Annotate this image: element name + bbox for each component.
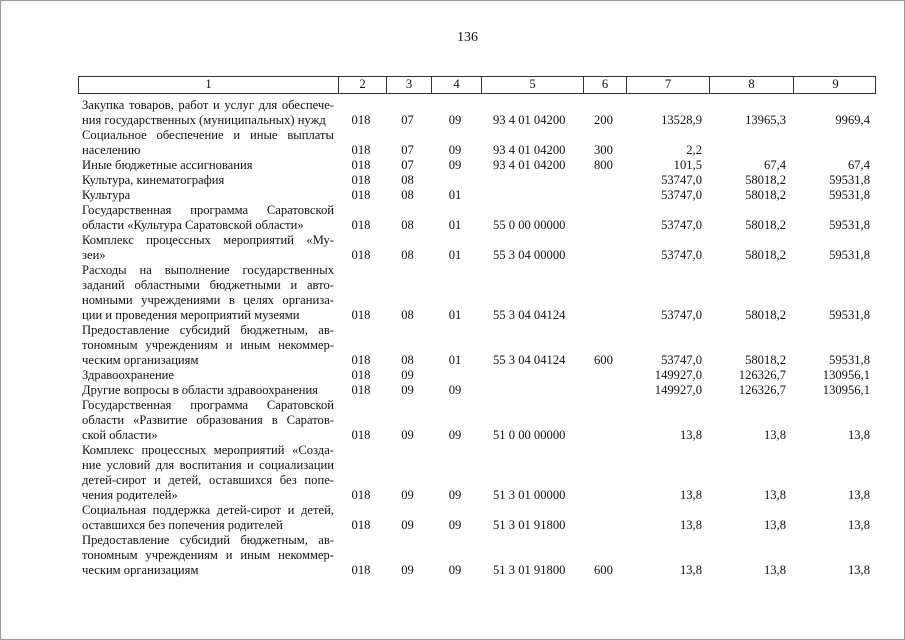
subsection-code: 09: [448, 113, 462, 127]
amount-year-3: 9969,4: [835, 113, 870, 127]
ministry-code: 018: [351, 158, 371, 172]
section-code: 08: [401, 173, 414, 187]
subsection-code: 09: [448, 143, 462, 157]
target-article-code: 55 3 04 00000: [493, 248, 566, 262]
row-description: [78, 383, 337, 398]
amount-year-2: 58018,2: [745, 353, 786, 367]
table-row: [78, 158, 876, 173]
description-line: Предоставление субсидий бюджетным, ав-: [82, 533, 334, 547]
description-line: Другие вопросы в области здравоохранения: [82, 383, 318, 397]
ministry-code: 018: [351, 563, 371, 577]
amount-year-1: 149927,0: [654, 383, 702, 397]
target-article-code: 51 3 01 91800: [493, 518, 566, 532]
row-description: [78, 398, 337, 443]
description-line: ции и проведения мероприятий музеями: [82, 308, 300, 322]
subsection-code: 01: [448, 248, 462, 262]
table-row: [78, 383, 876, 398]
table-row: [78, 533, 876, 578]
target-article-code: 93 4 01 04200: [493, 113, 566, 127]
table-row: [78, 233, 876, 263]
amount-year-3: 59531,8: [829, 218, 870, 232]
ministry-code: 018: [351, 188, 371, 202]
subsection-code: 09: [448, 383, 462, 397]
ministry-code: 018: [351, 173, 371, 187]
amount-year-1: 13,8: [679, 428, 702, 442]
header-col-1: 1: [205, 77, 212, 91]
amount-year-2: 58018,2: [745, 188, 786, 202]
description-line: Государственная программа Саратовской: [82, 203, 334, 217]
table-row: [78, 398, 876, 443]
amount-year-3: 59531,8: [829, 188, 870, 202]
header-col-9: 9: [793, 77, 877, 93]
table-row: [78, 203, 876, 233]
description-line: Культура, кинематография: [82, 173, 225, 187]
row-description: [78, 533, 337, 578]
amount-year-1: 53747,0: [661, 188, 702, 202]
ministry-code: 018: [351, 248, 371, 262]
description-line: тономным учреждениям и иным некоммер-: [82, 548, 334, 562]
description-line: чения родителей»: [82, 488, 178, 502]
row-description: [78, 233, 337, 263]
amount-year-2: 58018,2: [745, 218, 786, 232]
table-row: [78, 503, 876, 533]
amount-year-2: 126326,7: [738, 383, 786, 397]
section-code: 08: [401, 248, 414, 262]
section-code: 09: [401, 428, 414, 442]
subsection-code: 09: [448, 428, 462, 442]
description-line: Иные бюджетные ассигнования: [82, 158, 253, 172]
section-code: 08: [401, 188, 414, 202]
target-article-code: 55 3 04 04124: [493, 353, 566, 367]
section-code: 08: [401, 308, 414, 322]
table-header-row: [78, 76, 876, 94]
description-line: ние условий для воспитания и социализации: [82, 458, 334, 472]
amount-year-2: 13,8: [763, 563, 786, 577]
section-code: 08: [401, 353, 414, 367]
expense-type-code: 300: [594, 143, 613, 157]
section-code: 07: [401, 158, 414, 172]
ministry-code: 018: [351, 113, 371, 127]
section-code: 09: [401, 563, 414, 577]
description-line: Расходы на выполнение государственных: [82, 263, 334, 277]
row-description: [78, 158, 337, 173]
amount-year-2: 126326,7: [738, 368, 786, 382]
description-line: тономным учреждениям и иным некоммер-: [82, 338, 334, 352]
table-row: [78, 128, 876, 158]
description-line: Государственная программа Саратовской: [82, 398, 334, 412]
subsection-code: 09: [448, 158, 462, 172]
target-article-code: 51 3 01 91800: [493, 563, 566, 577]
header-col-3: 3: [386, 77, 431, 93]
description-line: ской области»: [82, 428, 158, 442]
description-line: Социальная поддержка детей-сирот и детей,: [82, 503, 334, 517]
row-description: [78, 98, 337, 128]
description-line: Социальное обеспечение и иные выплаты: [82, 128, 334, 142]
target-article-code: 93 4 01 04200: [493, 158, 566, 172]
amount-year-2: 13,8: [763, 518, 786, 532]
description-line: населению: [82, 143, 141, 157]
amount-year-3: 67,4: [847, 158, 870, 172]
amount-year-1: 101,5: [673, 158, 702, 172]
description-line: заданий областными бюджетными и авто-: [82, 278, 334, 292]
budget-table: [78, 76, 876, 578]
header-col-4: 4: [431, 77, 481, 93]
section-code: 07: [401, 143, 414, 157]
subsection-code: 09: [448, 563, 462, 577]
amount-year-1: 2,2: [686, 143, 702, 157]
amount-year-2: 13,8: [763, 428, 786, 442]
amount-year-2: 58018,2: [745, 308, 786, 322]
amount-year-1: 53747,0: [661, 248, 702, 262]
target-article-code: 93 4 01 04200: [493, 143, 566, 157]
amount-year-3: 13,8: [847, 563, 870, 577]
row-description: [78, 323, 337, 368]
description-line: области «Культура Саратовской области»: [82, 218, 304, 232]
description-line: оставшихся без попечения родителей: [82, 518, 283, 532]
expense-type-code: 600: [594, 563, 613, 577]
target-article-code: 55 0 00 00000: [493, 218, 566, 232]
target-article-code: 51 0 00 00000: [493, 428, 566, 442]
amount-year-2: 58018,2: [745, 173, 786, 187]
amount-year-2: 13,8: [763, 488, 786, 502]
amount-year-2: 67,4: [763, 158, 786, 172]
expense-type-code: 200: [594, 113, 613, 127]
amount-year-1: 53747,0: [661, 173, 702, 187]
ministry-code: 018: [351, 368, 371, 382]
description-line: Комплекс процессных мероприятий «Му-: [82, 233, 334, 247]
table-row: [78, 323, 876, 368]
section-code: 09: [401, 368, 414, 382]
description-line: ческим организациям: [82, 353, 199, 367]
description-line: Комплекс процессных мероприятий «Созда-: [82, 443, 334, 457]
amount-year-1: 149927,0: [654, 368, 702, 382]
section-code: 09: [401, 518, 414, 532]
table-row: [78, 188, 876, 203]
header-col-7: 7: [626, 77, 709, 93]
amount-year-3: 13,8: [847, 518, 870, 532]
amount-year-1: 13,8: [679, 518, 702, 532]
row-description: [78, 128, 337, 158]
table-row: [78, 98, 876, 128]
section-code: 09: [401, 488, 414, 502]
row-description: [78, 443, 337, 503]
amount-year-1: 13,8: [679, 563, 702, 577]
header-col-2: 2: [338, 77, 386, 93]
table-row: [78, 173, 876, 188]
ministry-code: 018: [351, 383, 371, 397]
amount-year-3: 13,8: [847, 428, 870, 442]
section-code: 07: [401, 113, 414, 127]
amount-year-1: 53747,0: [661, 218, 702, 232]
section-code: 08: [401, 218, 414, 232]
amount-year-2: 13965,3: [745, 113, 786, 127]
table-row: [78, 368, 876, 383]
subsection-code: 01: [448, 308, 462, 322]
amount-year-1: 13528,9: [661, 113, 702, 127]
section-code: 09: [401, 383, 414, 397]
header-col-8: 8: [709, 77, 793, 93]
amount-year-3: 59531,8: [829, 308, 870, 322]
target-article-code: 55 3 04 04124: [493, 308, 566, 322]
header-col-5: 5: [481, 77, 583, 93]
description-line: детей-сирот и детей, оставшихся без попе-: [82, 473, 334, 487]
subsection-code: 01: [448, 353, 462, 367]
target-article-code: 51 3 01 00000: [493, 488, 566, 502]
page-number: 136: [457, 30, 478, 45]
description-line: ния государственных (муниципальных) нужд: [82, 113, 326, 127]
description-line: номными учреждениями в целях организа-: [82, 293, 334, 307]
description-line: ческим организациям: [82, 563, 199, 577]
ministry-code: 018: [351, 518, 371, 532]
amount-year-3: 130956,1: [822, 368, 870, 382]
table-row: [78, 263, 876, 323]
ministry-code: 018: [351, 428, 371, 442]
description-line: Закупка товаров, работ и услуг для обеспече-: [82, 98, 334, 112]
ministry-code: 018: [351, 353, 371, 367]
amount-year-3: 59531,8: [829, 248, 870, 262]
expense-type-code: 600: [594, 353, 613, 367]
row-description: [78, 503, 337, 533]
table-body: [78, 98, 876, 578]
amount-year-2: 58018,2: [745, 248, 786, 262]
description-line: области «Развитие образования в Саратов-: [82, 413, 334, 427]
row-description: [78, 188, 337, 203]
header-col-6: 6: [583, 77, 626, 93]
amount-year-1: 53747,0: [661, 308, 702, 322]
description-line: Здравоохранение: [82, 368, 175, 382]
subsection-code: 01: [448, 188, 462, 202]
amount-year-3: 130956,1: [822, 383, 870, 397]
description-line: Культура: [82, 188, 131, 202]
description-line: зеи»: [82, 248, 106, 262]
ministry-code: 018: [351, 488, 371, 502]
description-line: Предоставление субсидий бюджетным, ав-: [82, 323, 334, 337]
row-description: [78, 263, 337, 323]
expense-type-code: 800: [594, 158, 613, 172]
amount-year-3: 59531,8: [829, 173, 870, 187]
row-description: [78, 368, 337, 383]
ministry-code: 018: [351, 143, 371, 157]
subsection-code: 09: [448, 488, 462, 502]
amount-year-3: 13,8: [847, 488, 870, 502]
amount-year-1: 53747,0: [661, 353, 702, 367]
row-description: [78, 173, 337, 188]
subsection-code: 09: [448, 518, 462, 532]
table-row: [78, 443, 876, 503]
ministry-code: 018: [351, 218, 371, 232]
row-description: [78, 203, 337, 233]
subsection-code: 01: [448, 218, 462, 232]
amount-year-1: 13,8: [679, 488, 702, 502]
amount-year-3: 59531,8: [829, 353, 870, 367]
ministry-code: 018: [351, 308, 371, 322]
